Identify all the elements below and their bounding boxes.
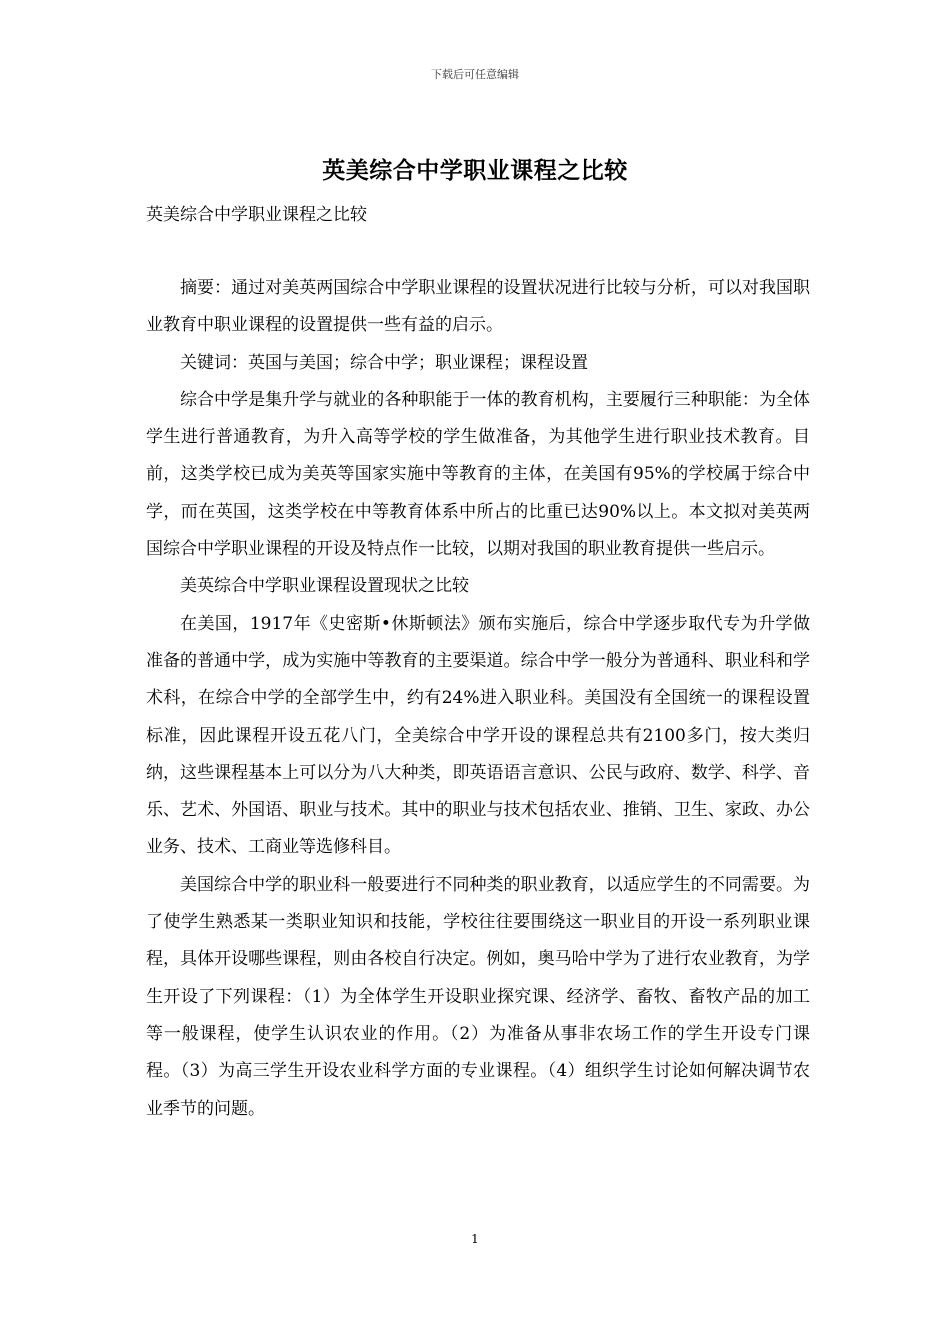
section-heading: 美英综合中学职业课程设置现状之比较 [180, 576, 469, 597]
page-number: 1 [471, 1232, 479, 1246]
document-title: 英美综合中学职业课程之比较 [322, 157, 628, 184]
keywords-paragraph: 关键词：英国与美国；综合中学；职业课程；课程设置 [180, 352, 588, 373]
header-note: 下载后可任意编辑 [431, 68, 519, 81]
document-body [146, 270, 810, 1128]
vocational-paragraph: 美国综合中学的职业科一般要进行不同种类的职业教育，以适应学生的不同需要。为了使学生熟悉某一类职业知识和技能，学校往往要围绕这一职业目的开设一系列职业课程，具体开设哪些课程，则由各校自行决定。例如，奥马哈中学为了进行农业教育，为学生开设了下列课程：（1）为全体学生开设职业探究课、经济学、畜牧、畜牧产品的加工等一般课程，使学生认识农业的作用。（2）为准备从事非农场工作的学生开设专门课程。（3）为高三学生开设农业科学方面的专业课程。（4）组织学生讨论如何解决调节农业季节的问题。 [146, 874, 810, 1119]
abstract-paragraph: 摘要：通过对美英两国综合中学职业课程的设置状况进行比较与分析，可以对我国职业教育中职业课程的设置提供一些有益的启示。 [146, 278, 810, 336]
document-subtitle: 英美综合中学职业课程之比较 [146, 205, 367, 225]
usa-paragraph: 在美国，1917年《史密斯•休斯顿法》颁布实施后，综合中学逐步取代专为升学做准备的普通中学，成为实施中等教育的主要渠道。综合中学一般分为普通科、职业科和学术科，在综合中学的全部学生中，约有24%进入职业科。美国没有全国统一的课程设置标准，因此课程开设五花八门，全美综合中学开设的课程总共有2100多门，按大类归纳，这些课程基本上可以分为八大种类，即英语语言意识、公民与政府、数学、科学、音乐、艺术、外国语、职业与技术。其中的职业与技术包括农业、推销、卫生、家政、办公业务、技术、工商业等选修科目。 [146, 613, 810, 858]
intro-paragraph: 综合中学是集升学与就业的各种职能于一体的教育机构，主要履行三种职能：为全体学生进行普通教育，为升入高等学校的学生做准备，为其他学生进行职业技术教育。目前，这类学校已成为美英等国家实施中等教育的主体，在美国有95%的学校属于综合中学，而在英国，这类学校在中等教育体系中所占的比重已达90%以上。本文拟对美英两国综合中学职业课程的开设及特点作一比较，以期对我国的职业教育提供一些启示。 [146, 389, 810, 560]
